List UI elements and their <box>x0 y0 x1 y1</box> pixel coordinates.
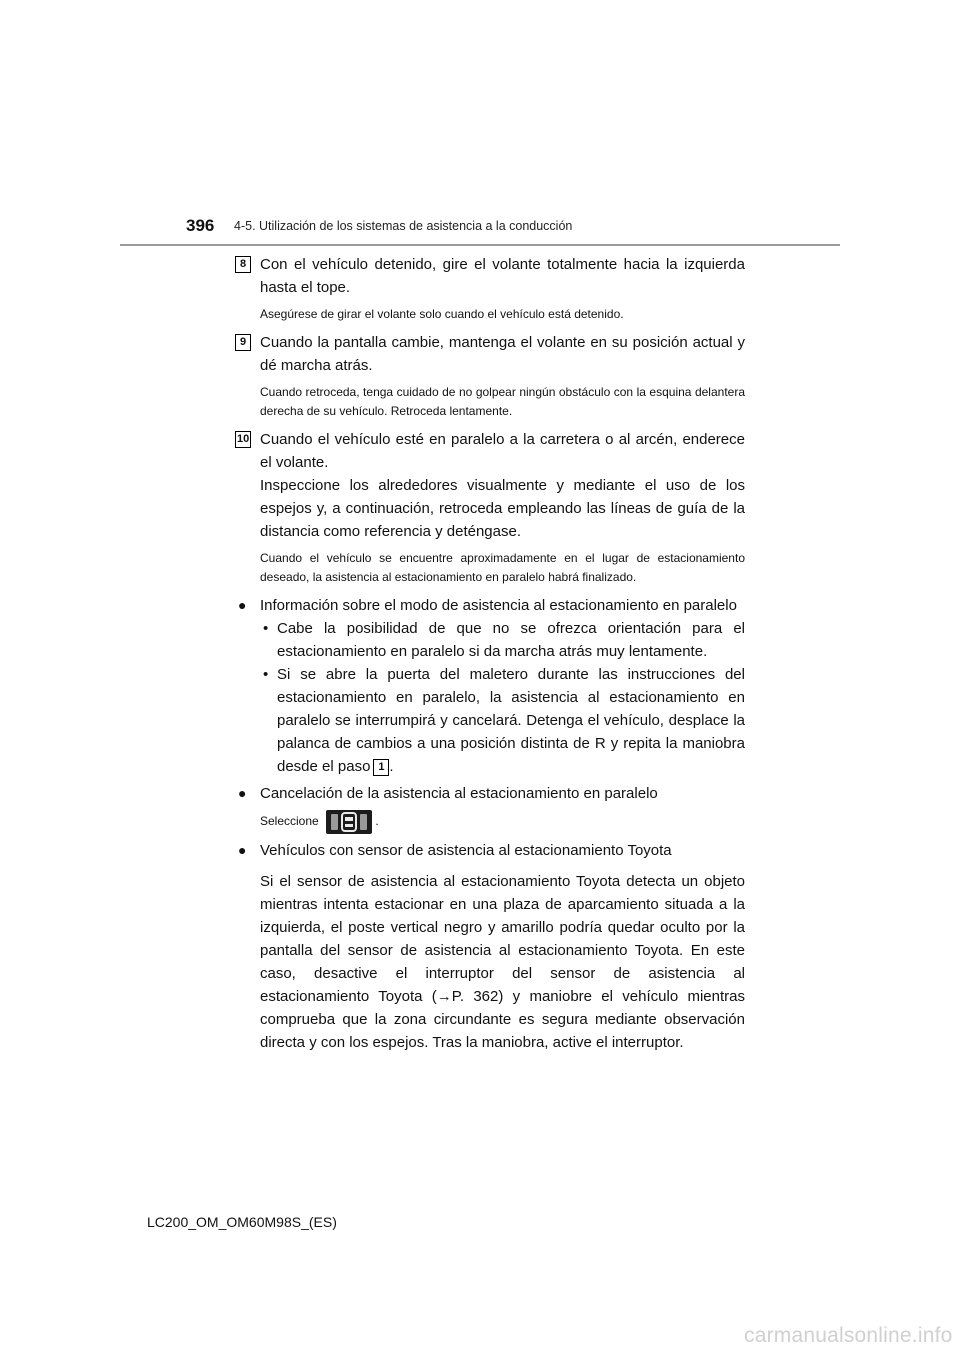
list-item-text <box>277 663 745 778</box>
list-item-text: Cabe la posibilidad de que no se ofrezca orientación para el estacionamiento en paralelo si da marcha atrás muy lentamente. <box>277 620 745 660</box>
cancel-section <box>235 782 745 835</box>
list-item-text-body: Si se abre la puerta del maletero durante las instrucciones del estacionamiento en paralelo, la asistencia al estacionamiento en paralelo se interrumpirá y cancelará. Detenga el vehículo, desplace la palanca de cambios a una posición distinta de R y repita la maniobra desde el paso <box>277 666 745 775</box>
step-number: 8 <box>235 256 251 273</box>
watermark: carmanualsonline.info <box>744 1324 953 1347</box>
select-instruction <box>260 807 745 835</box>
step-reference: 1 <box>373 759 389 776</box>
footer-code: LC200_OM_OM60M98S_(ES) <box>147 1214 337 1230</box>
step-text: Cuando la pantalla cambie, mantenga el volante en su posición actual y dé marcha atrás. <box>260 334 745 374</box>
sensor-section <box>235 839 745 1054</box>
info-title: Información sobre el modo de asistencia al estacionamiento en paralelo <box>260 597 737 614</box>
cancel-title: Cancelación de la asistencia al estacionamiento en paralelo <box>260 785 658 802</box>
step-text-continued: Inspeccione los alrededores visualmente y mediante el uso de los espejos y, a continuación, retroceda empleando las líneas de guía de la distancia como referencia y deténgase. <box>260 477 745 540</box>
bullet-icon: ● <box>238 597 247 613</box>
select-end: . <box>375 814 379 828</box>
page-number: 396 <box>186 216 215 235</box>
list-item <box>260 617 745 663</box>
bullet-icon: ● <box>238 785 247 801</box>
sensor-title: Vehículos con sensor de asistencia al estacionamiento Toyota <box>260 842 672 859</box>
parking-assist-icon <box>326 810 372 834</box>
header-divider <box>120 244 840 246</box>
step-8 <box>235 253 745 324</box>
step-note: Asegúrese de girar el volante solo cuando el vehículo está detenido. <box>260 307 624 321</box>
step-note: Cuando retroceda, tenga cuidado de no golpear ningún obstáculo con la esquina delantera derecha de su vehículo. Retroceda lentamente. <box>260 385 745 418</box>
step-text: Cuando el vehículo esté en paralelo a la carretera o al arcén, enderece el volante. <box>260 431 745 471</box>
step-10 <box>235 428 745 587</box>
select-label: Seleccione <box>260 814 319 828</box>
list-item <box>260 663 745 778</box>
step-9 <box>235 331 745 421</box>
bullet-icon: ● <box>238 842 247 858</box>
bullet-dot-icon: • <box>263 666 269 683</box>
section-title: 4-5. Utilización de los sistemas de asistencia a la conducción <box>234 219 573 233</box>
info-section <box>235 594 745 778</box>
bullet-dot-icon: • <box>263 620 269 637</box>
step-number: 9 <box>235 334 251 351</box>
main-content <box>235 253 745 1054</box>
list-item-text-end: . <box>389 758 394 775</box>
step-number: 10 <box>235 431 251 448</box>
step-text: Con el vehículo detenido, gire el volante totalmente hacia la izquierda hasta el tope. <box>260 256 745 296</box>
sensor-text: Si el sensor de asistencia al estacionamiento Toyota detecta un objeto mientras intenta estacionar en una plaza de aparcamiento situada a la izquierda, el poste vertical negro y amarillo podría quedar oculto por la pantalla del sensor de asistencia al estacionamiento Toyota. En este caso, desactive el interruptor del sensor de asistencia al estacionamiento Toyota (→P. 362) y maniobre el vehículo mientras comprueba que la zona circundante es segura mediante observación directa y con los espejos. Tras la maniobra, active el interruptor. <box>260 873 745 1051</box>
step-note: Cuando el vehículo se encuentre aproximadamente en el lugar de estacionamiento deseado, la asistencia al estacionamiento en paralelo habrá finalizado. <box>260 551 745 584</box>
